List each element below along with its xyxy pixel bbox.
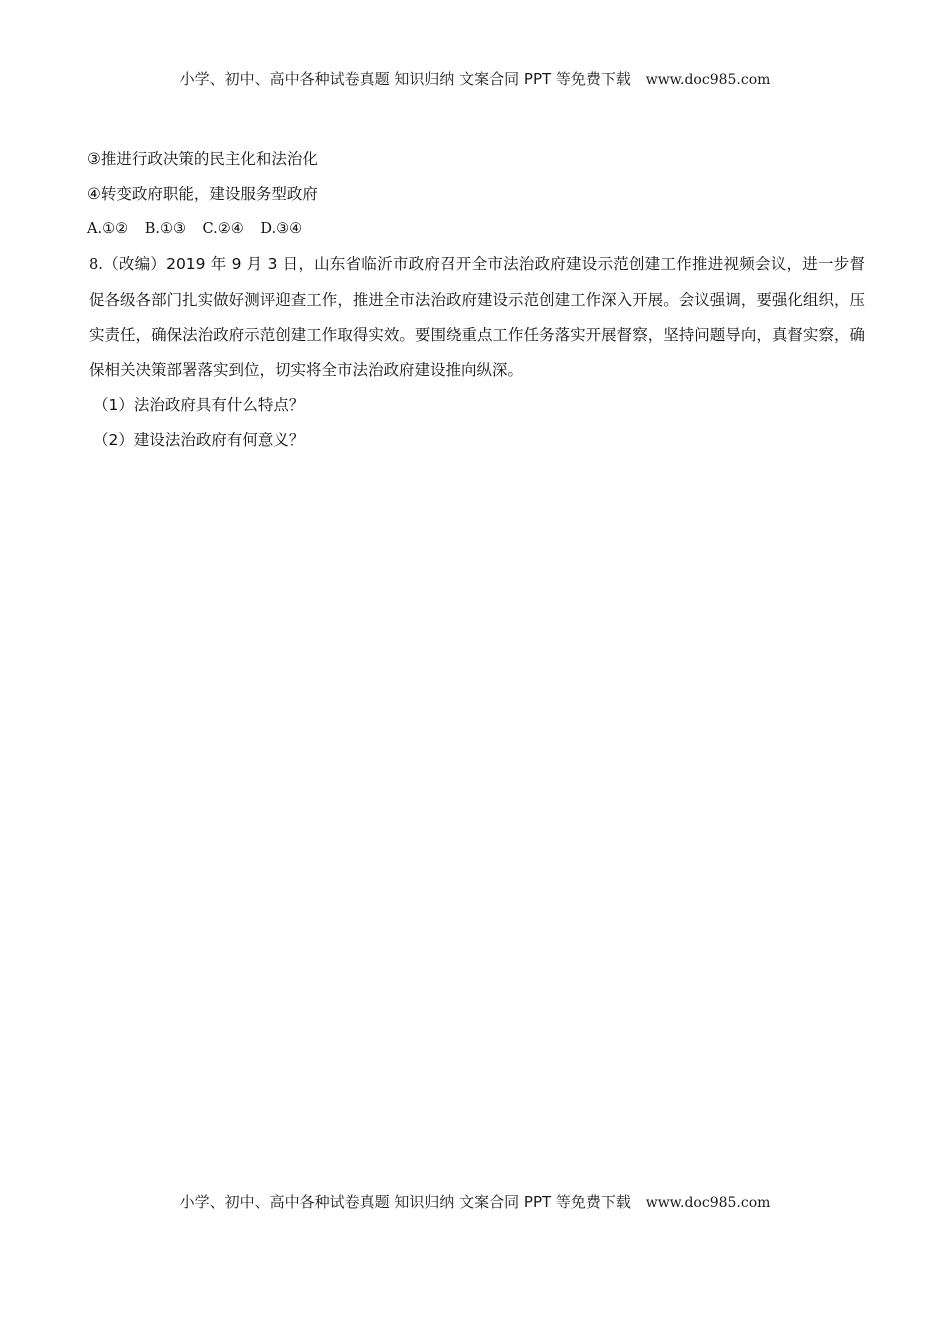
page-footer	[0, 1191, 950, 1212]
option-item-3: ③推进行政决策的民主化和法治化	[87, 150, 318, 168]
option-item-4: ④转变政府职能，建设服务型政府	[87, 185, 318, 203]
header-site-link[interactable]: www.doc985.com	[645, 72, 771, 88]
question-text: （改编）2019 年 9 月 3 日，山东省临沂市政府召开全市法治政府建设示范创建工作推进视频会议，进一步督促各级各部门扎实做好测评迎查工作，推进全市法治政府建设示范创建工作深入开展。会议强调，要强化组织，压实责任，确保法治政府示范创建工作取得实效。要围绕重点工作任务落实开展督察，坚持问题导向，真督实察，确保相关决策部署落实到位，切实将全市法治政府建设推向纵深。	[89, 255, 865, 379]
page-header	[0, 68, 950, 89]
question-number: 8.	[89, 257, 103, 273]
answer-choices: A.①② B.①③ C.②④ D.③④	[87, 221, 303, 237]
sub-question-2: （2）建设法治政府有何意义？	[93, 431, 305, 449]
footer-site-link[interactable]: www.doc985.com	[645, 1195, 771, 1211]
question-8	[87, 247, 865, 388]
footer-text: 小学、初中、高中各种试卷真题 知识归纳 文案合同 PPT 等免费下载	[179, 1193, 631, 1211]
header-text: 小学、初中、高中各种试卷真题 知识归纳 文案合同 PPT 等免费下载	[179, 70, 631, 88]
sub-question-1: （1）法治政府具有什么特点？	[93, 396, 305, 414]
document-body	[87, 142, 865, 458]
